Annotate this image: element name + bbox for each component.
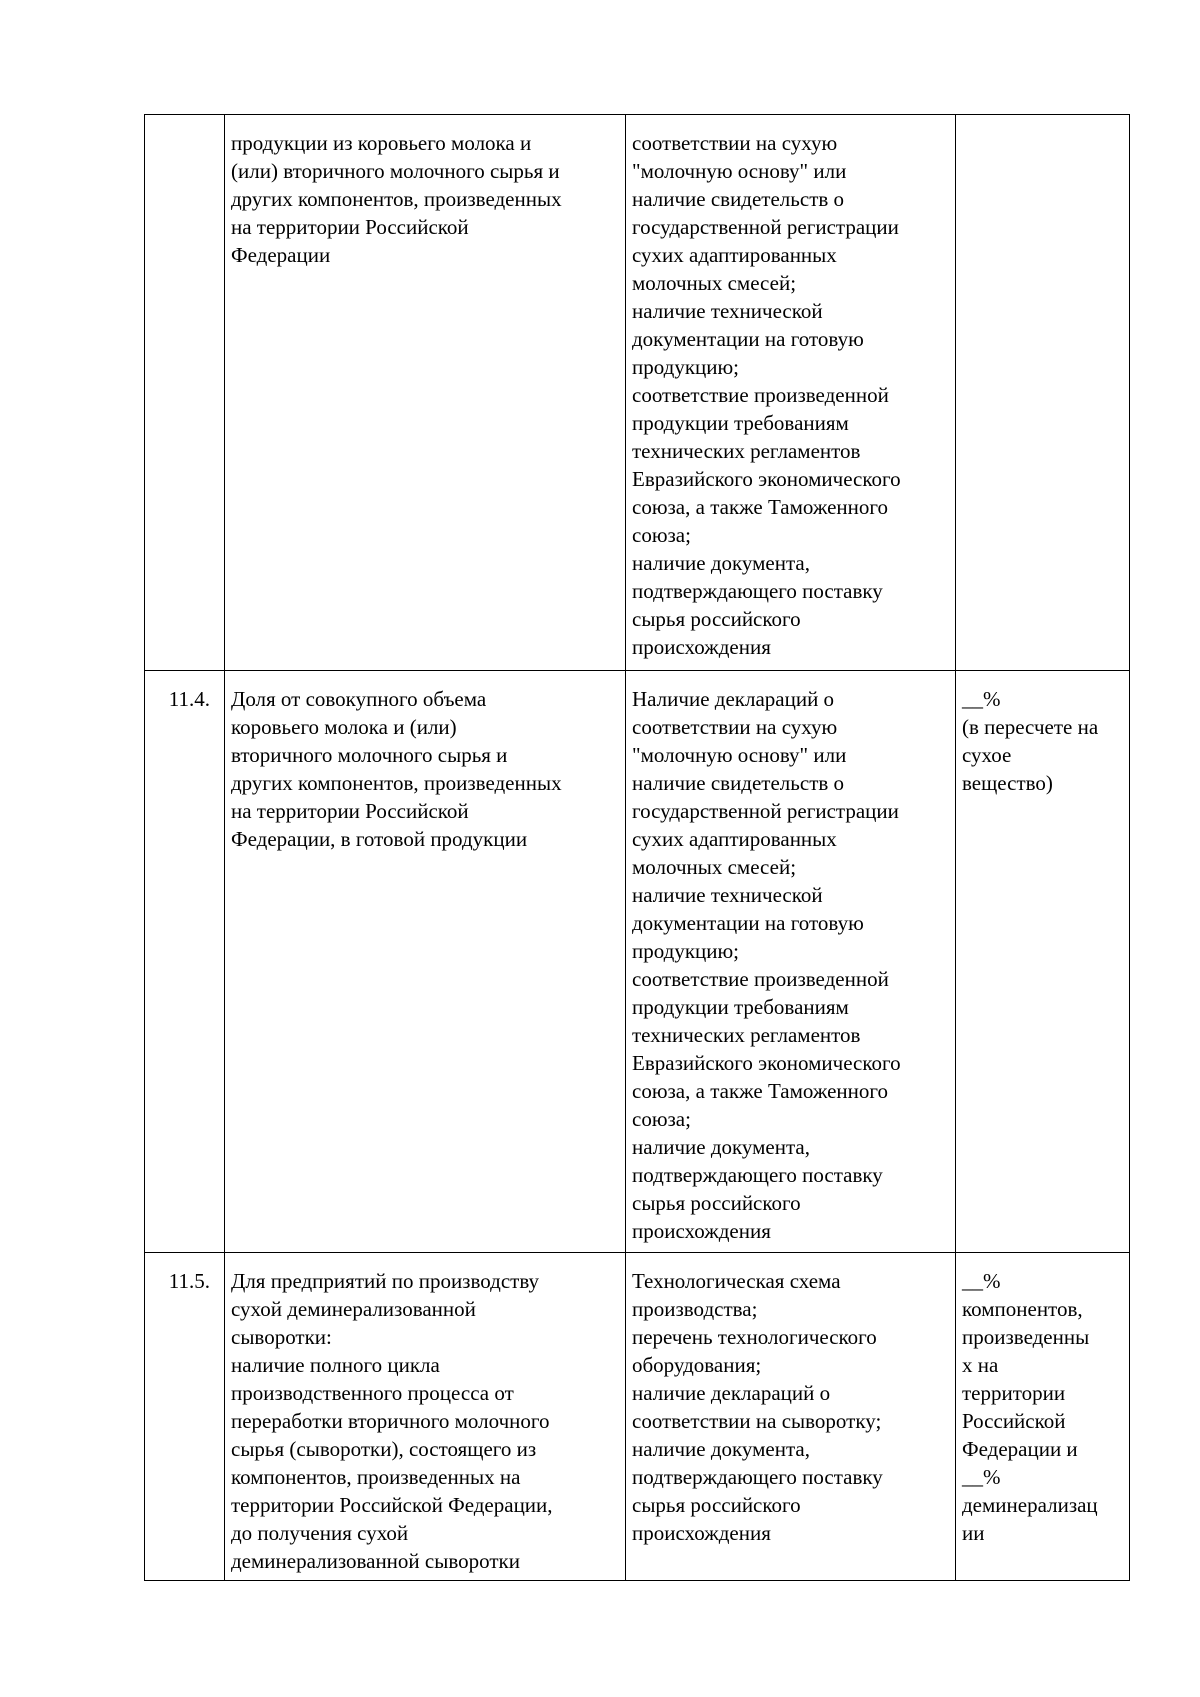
criterion-cell: Доля от совокупного объема коровьего молока и (или) вторичного молочного сырья и других компонентов, произведенных на территории Российской Федерации, в готовой продукции [225,671,626,1253]
documents-cell: соответствии на сухую "молочную основу" или наличие свидетельств о государственной регистрации сухих адаптированных молочных смесей; наличие технической документации на готовую продукцию; соответствие произведенной продукции требованиям технических регламентов Евразийского экономического союза, а также Таможенного союза; наличие документа, подтверждающего поставку сырья российского происхождения [626,115,956,671]
criterion-cell: продукции из коровьего молока и (или) вторичного молочного сырья и других компонентов, произведенных на территории Российской Федерации [225,115,626,671]
row-number-cell [145,115,225,671]
value-cell [956,115,1130,671]
documents-cell: Наличие деклараций о соответствии на сухую "молочную основу" или наличие свидетельств о государственной регистрации сухих адаптированных молочных смесей; наличие технической документации на готовую продукцию; соответствие произведенной продукции требованиям технических регламентов Евразийского экономического союза, а также Таможенного союза; наличие документа, подтверждающего поставку сырья российского происхождения [626,671,956,1253]
criterion-cell: Для предприятий по производству сухой деминерализованной сыворотки: наличие полного цикла производственного процесса от переработки вторичного молочного сырья (сыворотки), состоящего из компонентов, произведенных на территории Российской Федерации, до получения сухой деминерализованной сыворотки [225,1253,626,1581]
requirements-table [144,114,1130,1581]
table-row [145,1253,1130,1581]
value-cell: __% (в пересчете на сухое вещество) [956,671,1130,1253]
table-row [145,671,1130,1253]
row-number-cell: 11.5. [145,1253,225,1581]
value-cell: __% компонентов, произведенны х на территории Российской Федерации и __% деминерализац ии [956,1253,1130,1581]
documents-cell: Технологическая схема производства; перечень технологического оборудования; наличие деклараций о соответствии на сыворотку; наличие документа, подтверждающего поставку сырья российского происхождения [626,1253,956,1581]
table-row [145,115,1130,671]
row-number-cell: 11.4. [145,671,225,1253]
